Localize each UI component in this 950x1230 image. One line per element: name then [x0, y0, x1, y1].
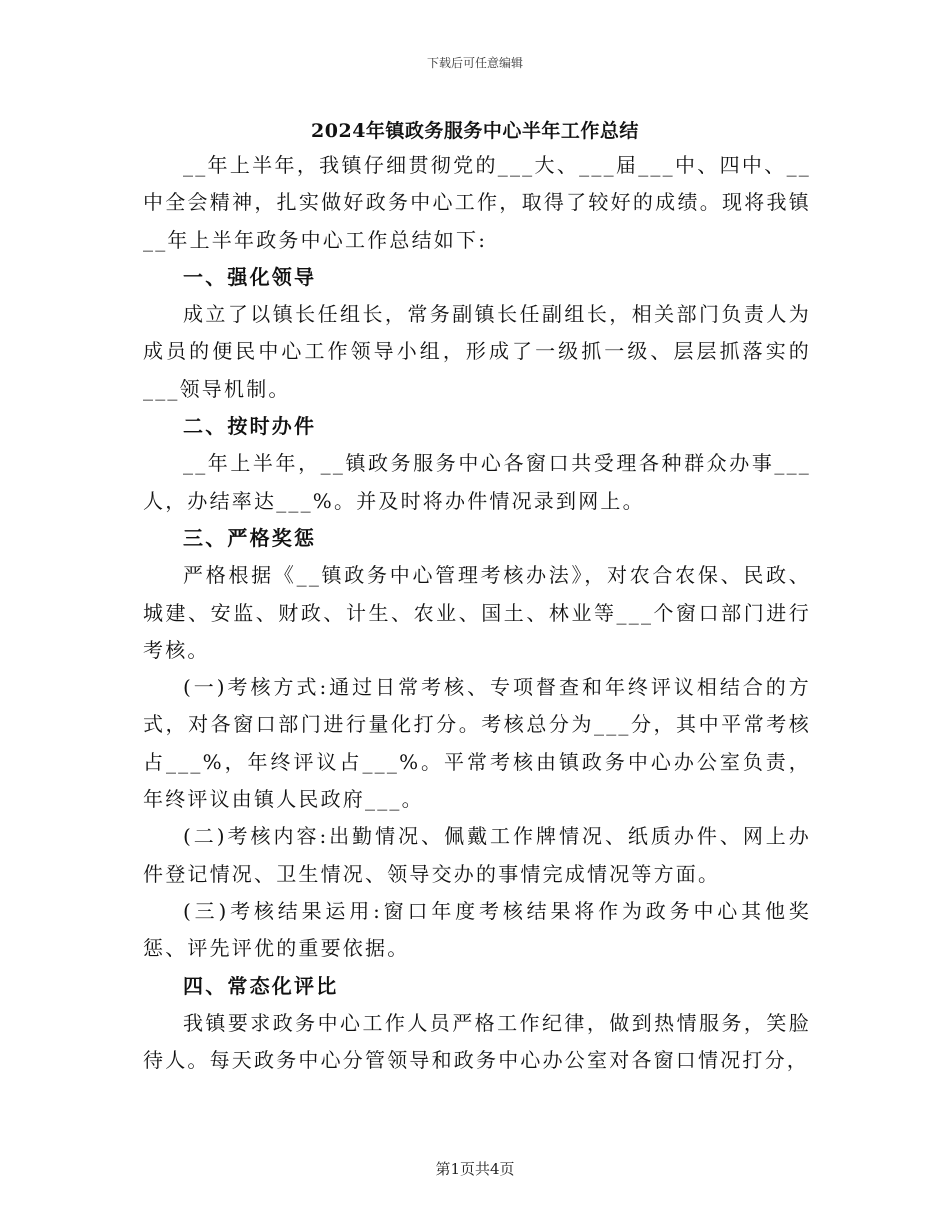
section-3-paragraph: 严格根据《__镇政务中心管理考核办法》，对农合农保、民政、城建、安监、财政、计生、农业、国土、林业等___个窗口部门进行考核。: [143, 563, 811, 662]
section-2-paragraph: __年上半年，__镇政务服务中心各窗口共受理各种群众办事___人，办结率达___%。并及时将办件情况录到网上。: [143, 451, 811, 513]
section-heading-3: 三、严格奖惩: [183, 525, 317, 550]
document-title: 2024年镇政务服务中心半年工作总结: [311, 120, 639, 142]
section-heading-1: 一、强化领导: [183, 264, 317, 289]
section-heading-2: 二、按时办件: [183, 414, 317, 439]
section-4-paragraph: 我镇要求政务中心工作人员严格工作纪律，做到热情服务，笑脸待人。每天政务中心分管领导和政务中心办公室对各窗口情况打分，: [143, 1010, 811, 1073]
document-body: [143, 147, 811, 1079]
section-1-paragraph: 成立了以镇长任组长，常务副镇长任副组长，相关部门负责人为成员的便民中心工作领导小组，形成了一级抓一级、层层抓落实的___领导机制。: [143, 302, 811, 401]
assessment-content-paragraph: (二)考核内容:出勤情况、佩戴工作牌情况、纸质办件、网上办件登记情况、卫生情况、领导交办的事情完成情况等方面。: [143, 824, 811, 886]
header-note: 下载后可任意编辑: [426, 56, 523, 70]
page-number-footer: 第1页共4页: [435, 1160, 515, 1178]
assessment-method-paragraph: (一)考核方式:通过日常考核、专项督查和年终评议相结合的方式，对各窗口部门进行量化打分。考核总分为___分，其中平常考核占___%，年终评议占___%。平常考核由镇政务中心办公室负责，年终评议由镇人民政府___。: [143, 675, 811, 812]
section-heading-4: 四、常态化评比: [183, 973, 339, 998]
assessment-result-paragraph: (三)考核结果运用:窗口年度考核结果将作为政务中心其他奖惩、评先评优的重要依据。: [143, 898, 811, 961]
intro-paragraph: __年上半年，我镇仔细贯彻党的___大、___届___中、四中、__中全会精神，扎实做好政务中心工作，取得了较好的成绩。现将我镇__年上半年政务中心工作总结如下:: [143, 153, 811, 252]
